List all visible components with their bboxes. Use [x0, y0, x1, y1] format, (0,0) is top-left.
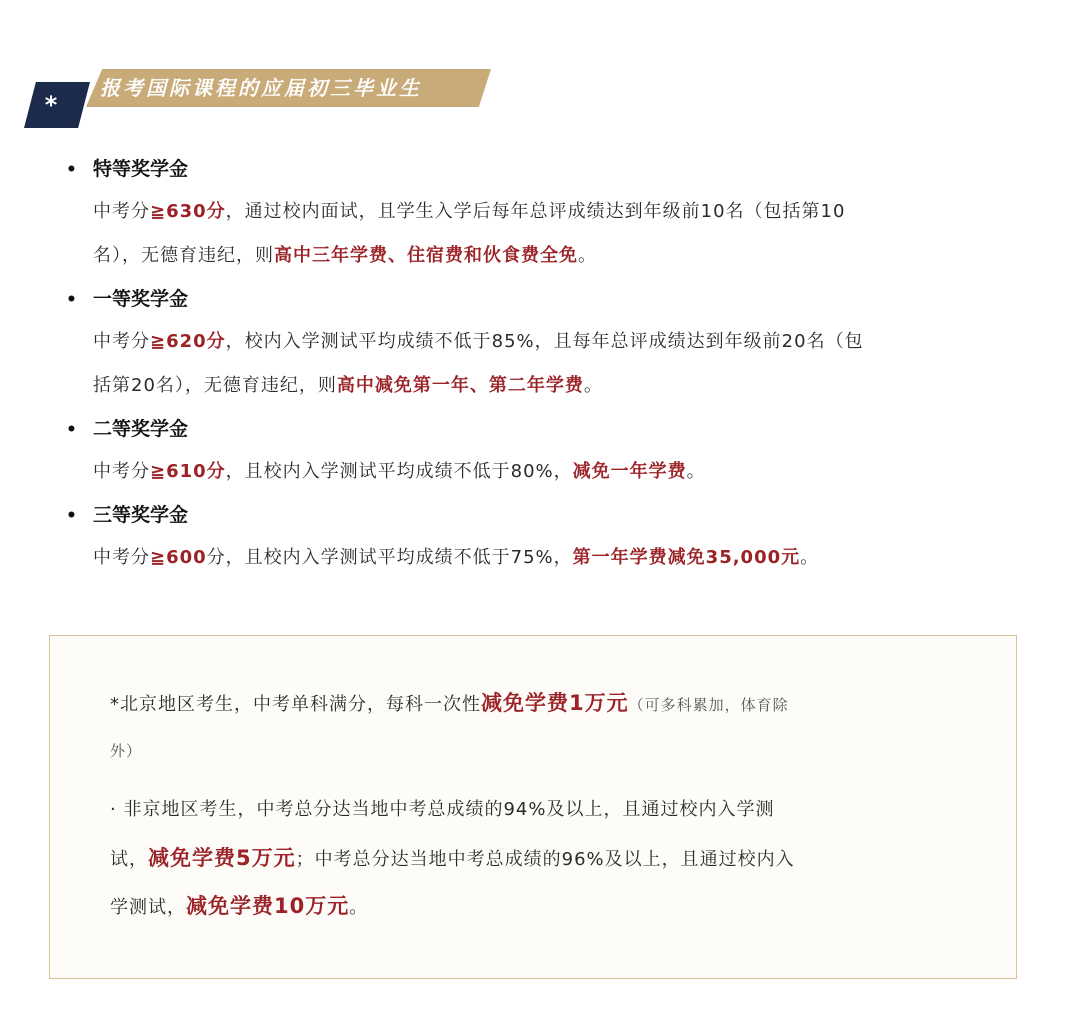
paragraph-gap [110, 775, 990, 786]
bullet-icon: • [66, 160, 77, 180]
scholarship-item-second [66, 408, 1056, 494]
scholarship-name: 二等奖学金 [93, 418, 189, 440]
scholarship-name: 特等奖学金 [93, 158, 189, 180]
text-run: ，校内入学测试平均成绩不低于85%，且每年总评成绩达到年级前20名（包 [225, 331, 864, 352]
score-threshold: ≧600 [150, 547, 207, 568]
award-benefit: 减免学费10万元 [186, 894, 350, 918]
note-content [110, 679, 990, 930]
section-title: 报考国际课程的应届初三毕业生 [100, 76, 422, 100]
note-aside: （可多科累加，体育除 [628, 696, 789, 714]
note-line [110, 834, 990, 882]
text-run: 中考分 [93, 547, 150, 568]
award-benefit: 第一年学费减免35,000元 [572, 547, 801, 568]
scholarship-name: 三等奖学金 [93, 504, 189, 526]
note-line [110, 786, 990, 834]
scholarship-description [93, 536, 1056, 580]
score-threshold: ≧610分 [150, 461, 226, 482]
award-benefit: 减免一年学费 [572, 461, 687, 482]
scholarship-description [93, 320, 1056, 408]
award-benefit: 减免学费1万元 [481, 691, 629, 715]
score-threshold: ≧630分 [150, 201, 226, 222]
note-line [110, 679, 990, 727]
scholarship-name: 一等奖学金 [93, 288, 189, 310]
text-run: 中考分 [93, 461, 150, 482]
note-aside: 外） [110, 742, 143, 760]
description-line [93, 536, 1056, 580]
bullet-icon: • [66, 290, 77, 310]
note-line [110, 882, 990, 930]
award-benefit: 减免学费5万元 [148, 846, 296, 870]
scholarship-heading [66, 494, 1056, 536]
scholarship-item-third [66, 494, 1056, 580]
description-line [93, 190, 1056, 234]
bullet-icon: • [66, 506, 77, 526]
text-run: 括第20名），无德育违纪，则 [93, 375, 337, 396]
text-run: 名），无德育违纪，则 [93, 245, 274, 266]
text-run: 试， [110, 849, 148, 870]
note-line [110, 727, 990, 775]
text-run: 。 [800, 547, 820, 568]
text-run: · 非京地区考生，中考总分达当地中考总成绩的94%及以上，且通过校内入学测 [110, 799, 775, 820]
text-run: ，且校内入学测试平均成绩不低于80%， [225, 461, 573, 482]
scholarship-description [93, 190, 1056, 278]
description-line [93, 234, 1056, 278]
description-line [93, 364, 1056, 408]
text-run: 分，且校内入学测试平均成绩不低于75%， [206, 547, 573, 568]
text-run: ，通过校内面试，且学生入学后每年总评成绩达到年级前10名（包括第10 [225, 201, 846, 222]
asterisk-icon: * [44, 91, 58, 119]
note-box [49, 635, 1017, 979]
text-run: 中考分 [93, 201, 150, 222]
scholarship-item-first [66, 278, 1056, 408]
scholarship-heading [66, 408, 1056, 450]
scholarship-item-special [66, 148, 1056, 278]
description-line [93, 450, 1056, 494]
description-line [93, 320, 1056, 364]
scholarship-heading [66, 148, 1056, 190]
score-threshold: ≧620分 [150, 331, 226, 352]
award-benefit: 高中减免第一年、第二年学费 [336, 375, 584, 396]
award-benefit: 高中三年学费、住宿费和伙食费全免 [274, 245, 578, 266]
text-run: *北京地区考生，中考单科满分，每科一次性 [110, 694, 481, 715]
text-run: 。 [686, 461, 706, 482]
scholarship-list [66, 148, 1056, 580]
text-run: 。 [583, 375, 603, 396]
text-run: 中考分 [93, 331, 150, 352]
text-run: 。 [349, 897, 369, 918]
scholarship-description [93, 450, 1056, 494]
text-run: ；中考总分达当地中考总成绩的96%及以上，且通过校内入 [295, 849, 795, 870]
text-run: 学测试， [110, 897, 186, 918]
bullet-icon: • [66, 420, 77, 440]
text-run: 。 [578, 245, 597, 266]
scholarship-heading [66, 278, 1056, 320]
